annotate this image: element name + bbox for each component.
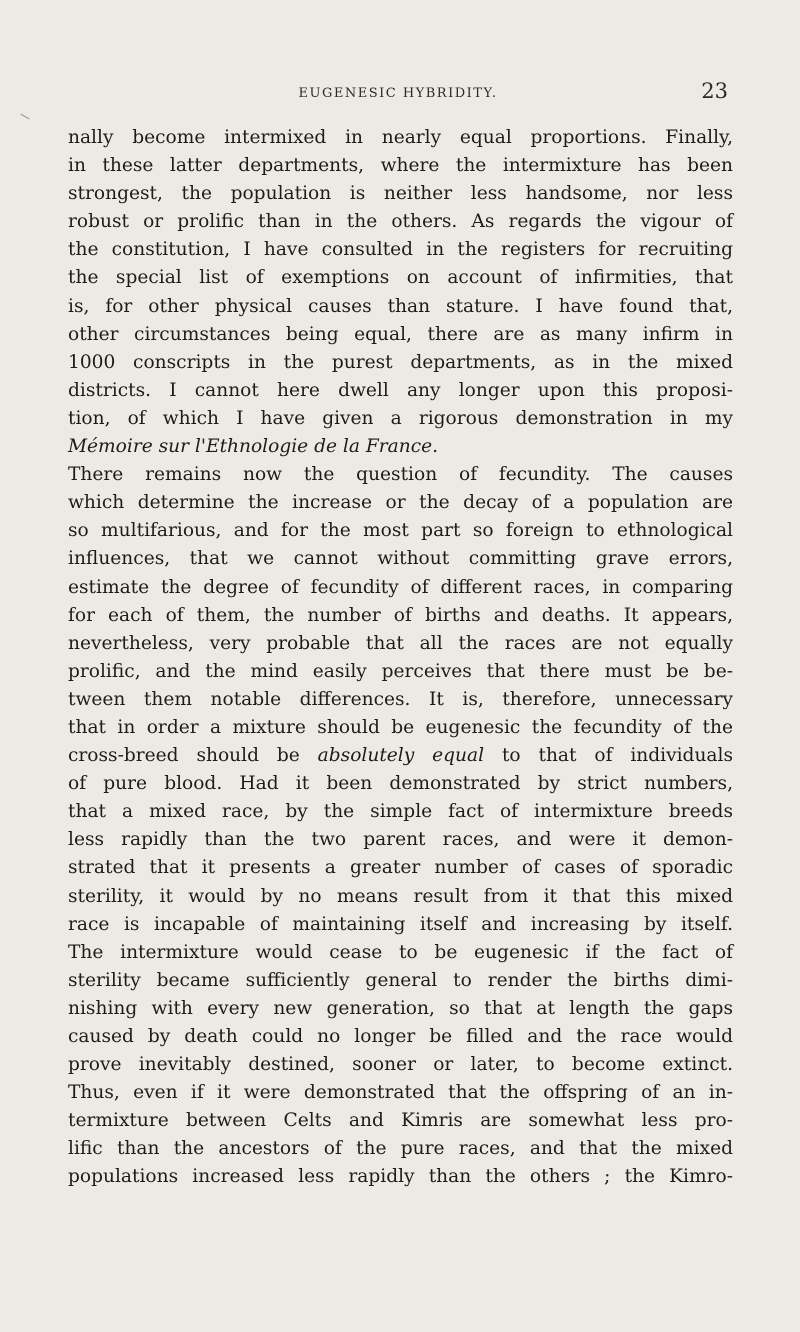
body-text [68,124,733,1192]
text-line: robust or prolific than in the others. As regards the vigour of [68,211,733,233]
text-line: termixture between Celts and Kimris are somewhat less pro- [68,1110,733,1132]
text-segment-italic: absolutely equal [317,745,485,767]
text-line: The intermixture would cease to be eugenesic if the fact of [68,941,733,963]
text-line: prove inevitably destined, sooner or later, to become extinct. [68,1054,733,1076]
text-line: nally become intermixed in nearly equal proportions. Finally, [68,127,733,148]
text-line: the special list of exemptions on account of infirmities, that [68,267,733,289]
text-line: sterility, it would by no means result from it that this mixed [68,885,733,907]
text-line: caused by death could no longer be filled and the race would [68,1026,733,1047]
running-title: EUGENESIC HYBRIDITY. [298,86,498,101]
text-line: that a mixed race, by the simple fact of intermixture breeds [68,801,733,823]
text-line: which determine the increase or the decay of a population are [68,492,733,514]
text-line-italic-title: Mémoire sur l'Ethnologie de la France. [68,436,439,458]
text-line: sterility became sufficiently general to render the births dimi- [68,969,733,991]
text-line: Thus, even if it were demonstrated that the offspring of an in- [68,1082,733,1104]
running-head [68,79,728,108]
text-line: populations increased less rapidly than the others ; the Kimro- [68,1166,733,1188]
text-line: prolific, and the mind easily perceives that there must be be- [68,660,733,682]
text-line: in these latter departments, where the intermixture has been [68,155,733,177]
text-line: less rapidly than the two parent races, and were it demon- [68,829,733,851]
text-line: 1000 conscripts in the purest departments, as in the mixed [68,351,733,373]
margin-mark [20,114,29,120]
text-line: so multifarious, and for the most part so foreign to ethnological [68,520,733,542]
text-line: tween them notable differences. It is, therefore, unnecessary [68,688,733,710]
text-line: districts. I cannot here dwell any longer upon this proposi- [68,379,733,401]
text-segment: cross-breed should be [68,745,300,767]
text-line-mixed [68,742,733,770]
text-line: other circumstances being equal, there are as many infirm in [68,323,733,345]
text-line: tion, of which I have given a rigorous demonstration in my [68,407,733,429]
text-line: the constitution, I have consulted in the registers for recruiting [68,239,733,261]
text-line: There remains now the question of fecundity. The causes [68,464,733,486]
page-number: 23 [701,79,728,103]
text-line: is, for other physical causes than stature. I have found that, [68,295,733,317]
text-line: race is incapable of maintaining itself and increasing by itself. [68,913,733,935]
text-line: nevertheless, very probable that all the races are not equally [68,632,733,654]
text-line: of pure blood. Had it been demonstrated by strict numbers, [68,773,733,795]
text-line: strated that it presents a greater number of cases of sporadic [68,857,733,879]
text-line: lific than the ancestors of the pure races, and that the mixed [68,1138,733,1160]
text-segment: to that of individuals [501,745,734,767]
text-line: nishing with every new generation, so that at length the gaps [68,997,733,1019]
text-line: strongest, the population is neither less handsome, nor less [68,183,733,205]
text-line: for each of them, the number of births and deaths. It appears, [68,604,733,626]
text-line: that in order a mixture should be eugenesic the fecundity of the [68,716,733,738]
text-line: influences, that we cannot without committing grave errors, [68,548,733,570]
text-line: estimate the degree of fecundity of different races, in comparing [68,576,733,598]
